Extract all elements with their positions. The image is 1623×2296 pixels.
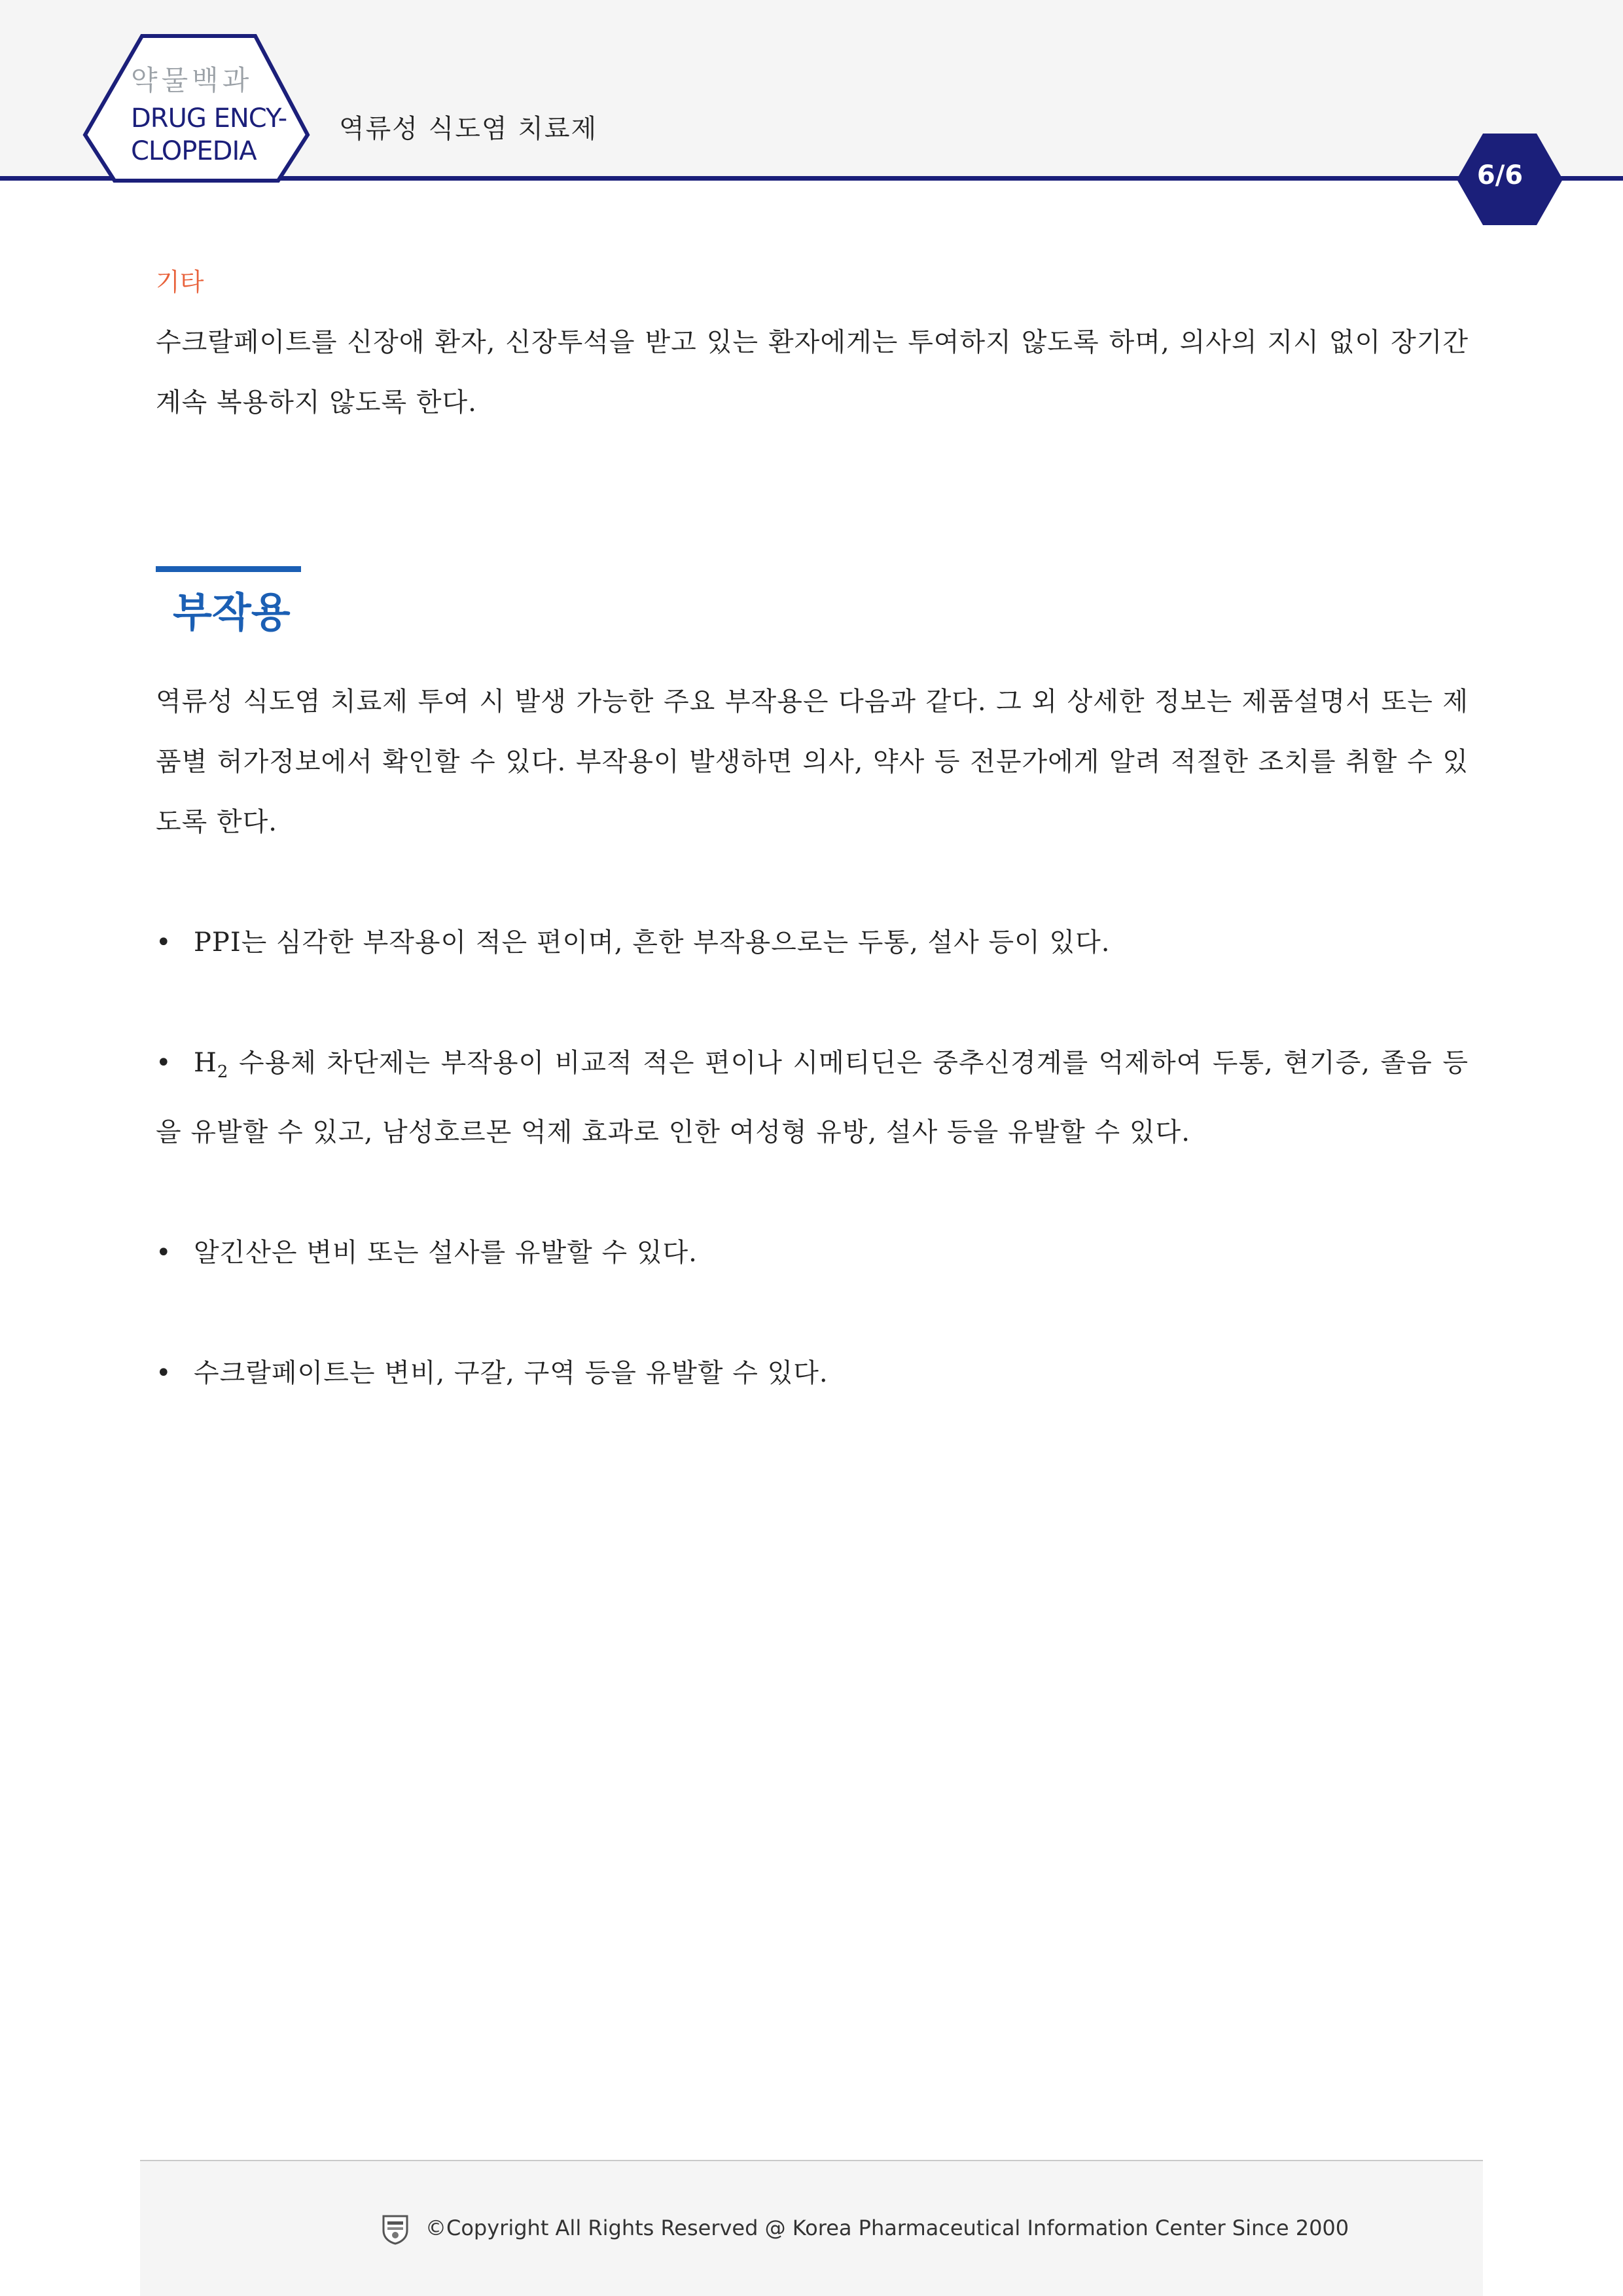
list-item-text: PPI는 심각한 부작용이 적은 편이며, 흔한 부작용으로는 두통, 설사 등이 있다. (194, 927, 1111, 958)
bullet: • (156, 1358, 172, 1388)
logo-english-line1: DRUG ENCY- (131, 103, 287, 134)
list-item (156, 912, 1469, 973)
section-accent-bar (156, 566, 301, 572)
page-indicator: 6/6 (1476, 160, 1524, 190)
logo-english-line2: CLOPEDIA (131, 136, 257, 166)
side-effects-intro: 역류성 식도염 치료제 투여 시 발생 가능한 주요 부작용은 다음과 같다. 그 외 상세한 정보는 제품설명서 또는 제품별 허가정보에서 확인할 수 있다. 부작용이 발생하면 의사, 약사 등 전문가에게 알려 적절한 조치를 취할 수 있도록 한다. (156, 687, 1469, 837)
logo-korean: 약물백과 (131, 64, 253, 96)
list-item-text: 수크랄페이트는 변비, 구갈, 구역 등을 유발할 수 있다. (194, 1358, 829, 1388)
other-paragraph: 수크랄페이트를 신장애 환자, 신장투석을 받고 있는 환자에게는 투여하지 않도록 하며, 의사의 지시 없이 장기간 계속 복용하지 않도록 한다. (156, 327, 1469, 418)
side-effects-body (156, 672, 1469, 1463)
other-heading: 기타 (156, 268, 204, 296)
bullet: • (156, 927, 172, 958)
copyright-text: ©Copyright All Rights Reserved @ Korea Pharmaceutical Information Center Since 2000 (425, 2215, 1349, 2240)
logo (131, 64, 287, 168)
document-title: 역류성 식도염 치료제 (339, 114, 598, 144)
h2-label: $H_2$ (194, 1048, 229, 1082)
bullet: • (156, 1048, 172, 1078)
list-item-text: 알긴산은 변비 또는 설사를 유발할 수 있다. (194, 1238, 698, 1268)
section-title-side-effects: 부작용 (173, 588, 291, 636)
shield-logo-icon (381, 2214, 410, 2245)
list-item (156, 1223, 1469, 1283)
list-item (156, 1343, 1469, 1403)
bullet: • (156, 1238, 172, 1268)
other-section (156, 262, 1469, 433)
list-item (156, 1033, 1469, 1162)
list-item-text: 수용체 차단제는 부작용이 비교적 적은 편이나 시메티딘은 중추신경계를 억제하여 두통, 현기증, 졸음 등을 유발할 수 있고, 남성호르몬 억제 효과로 인한 여성형 유방, 설사 등을 유발할 수 있다. (156, 1048, 1469, 1147)
